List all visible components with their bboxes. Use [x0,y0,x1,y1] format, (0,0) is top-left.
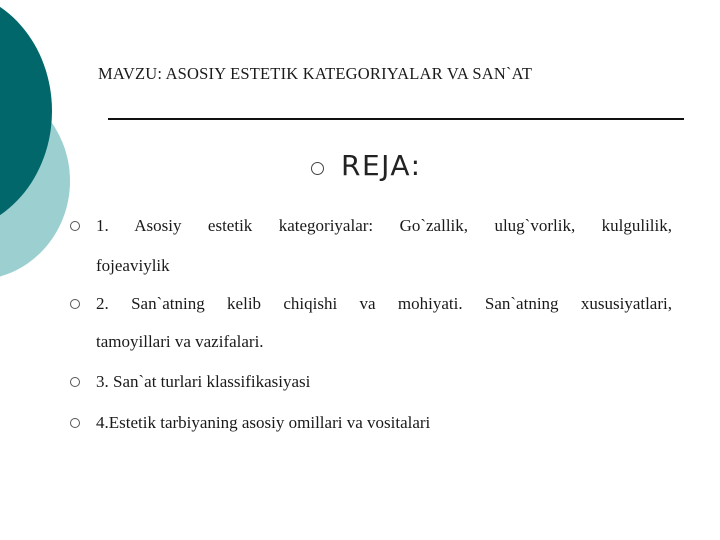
slide-title: MAVZU: ASOSIY ESTETIK KATEGORIYALAR VA SAN`AT [98,64,533,83]
hollow-circle-bullet-icon [70,221,80,231]
hollow-circle-bullet-icon [70,377,80,387]
hollow-circle-bullet-icon [311,162,324,175]
plan-item-text-line: fojeaviylik [96,256,170,275]
plan-heading: REJA: [341,149,422,182]
hollow-circle-bullet-icon [70,299,80,309]
title-underline-divider [108,118,684,120]
plan-item-text-line: 1. Asosiy estetik kategoriyalar: Go`zallik, ulug`vorlik, kulgulilik, [96,216,672,235]
plan-item-text-line: 2. San`atning kelib chiqishi va mohiyati. San`atning xususiyatlari, [96,294,672,313]
plan-item-text-line: 4.Estetik tarbiyaning asosiy omillari va vositalari [96,413,431,432]
plan-item-text-line: tamoyillari va vazifalari. [96,332,264,351]
hollow-circle-bullet-icon [70,418,80,428]
plan-item-text-line: 3. San`at turlari klassifikasiyasi [96,372,311,391]
